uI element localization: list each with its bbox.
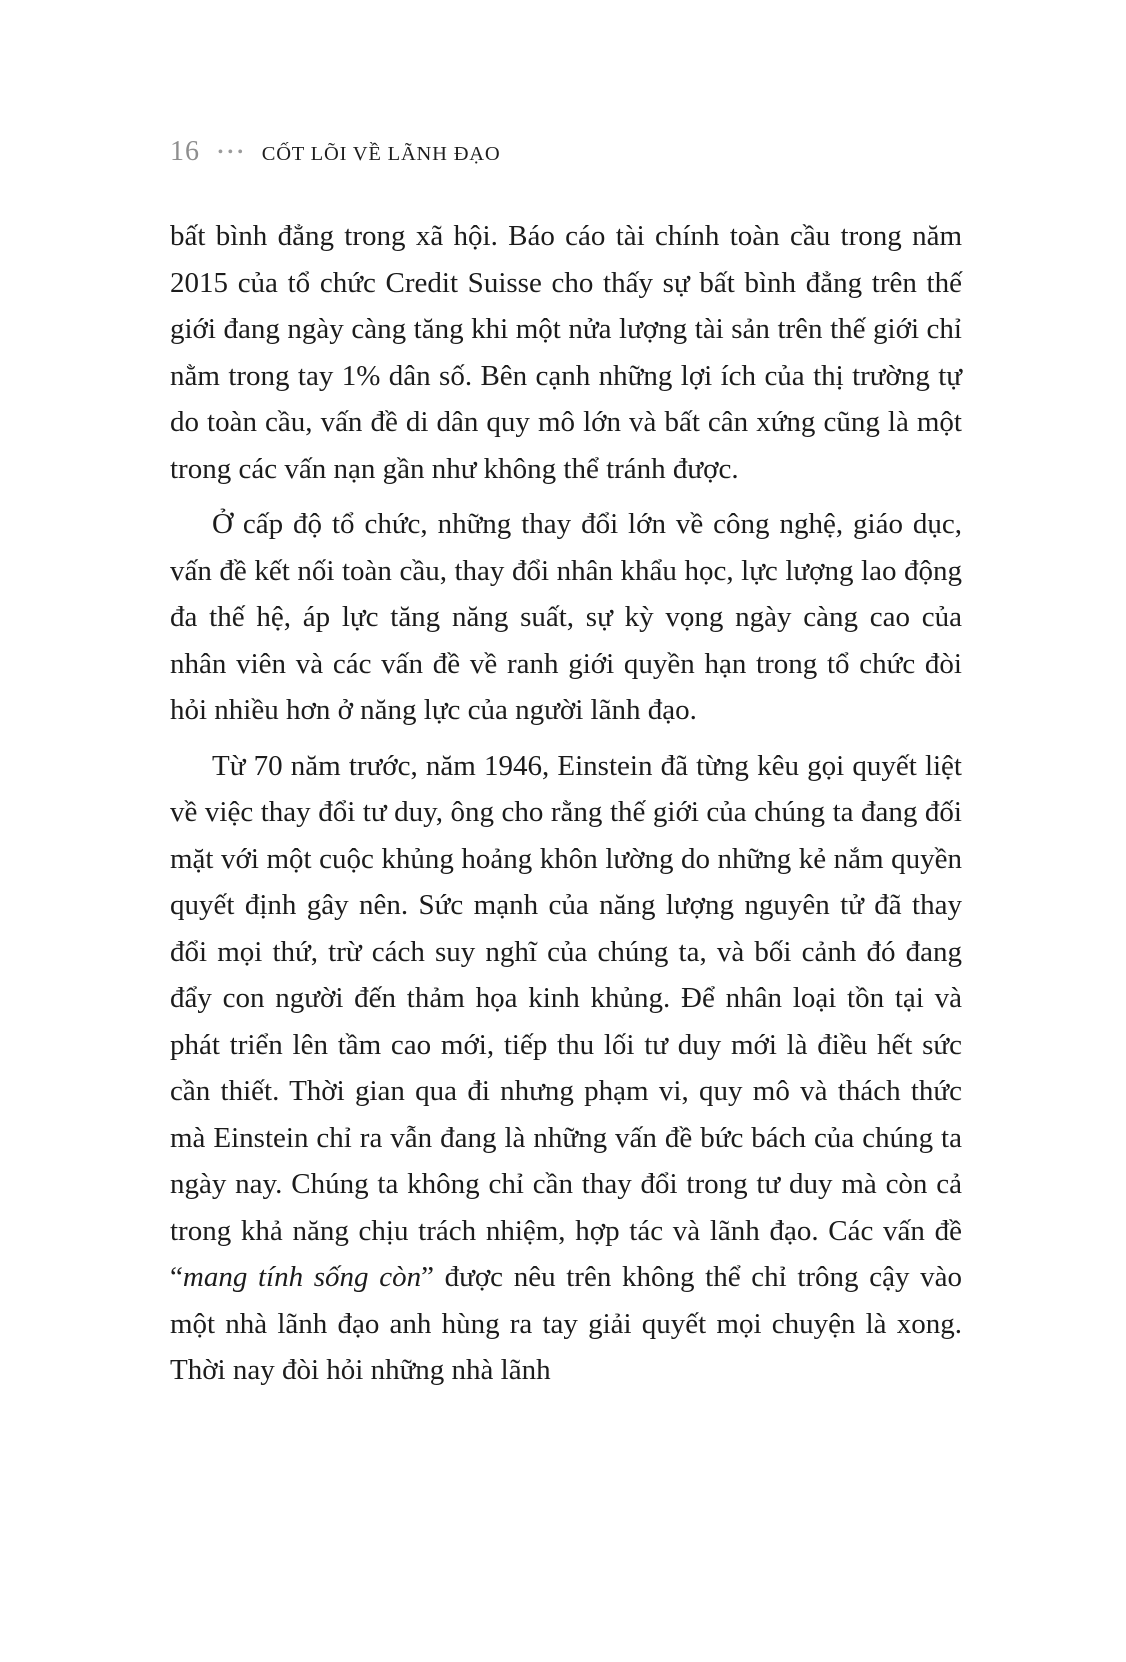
paragraph-3 <box>170 743 962 1394</box>
paragraph-3-text-before-italic: Từ 70 năm trước, năm 1946, Einstein đã từng kêu gọi quyết liệt về việc thay đổi tư duy, ông cho rằng thế giới của chúng ta đang đối mặt với một cuộc khủng hoảng khôn lường do những kẻ nắm quyền quyết định gây nên. Sức mạnh của năng lượng nguyên tử đã thay đổi mọi thứ, trừ cách suy nghĩ của chúng ta, và bối cảnh đó đang đẩy con người đến thảm họa kinh khủng. Để nhân loại tồn tại và phát triển lên tầm cao mới, tiếp thu lối tư duy mới là điều hết sức cần thiết. Thời gian qua đi nhưng phạm vi, quy mô và thách thức mà Einstein chỉ ra vẫn đang là những vấn đề bức bách của chúng ta ngày nay. Chúng ta không chỉ cần thay đổi trong tư duy mà còn cả trong khả năng chịu trách nhiệm, hợp tác và lãnh đạo. Các vấn đề “ <box>170 749 962 1293</box>
paragraph-1 <box>170 213 962 492</box>
running-title: CỐT LÕI VỀ LÃNH ĐẠO <box>261 143 501 165</box>
running-header <box>170 136 962 166</box>
page-number: 16 <box>170 136 200 167</box>
paragraph-1-text: bất bình đẳng trong xã hội. Báo cáo tài chính toàn cầu trong năm 2015 của tổ chức Credit Suisse cho thấy sự bất bình đẳng trên thế giới đang ngày càng tăng khi một nửa lượng tài sản trên thế giới chỉ nằm trong tay 1% dân số. Bên cạnh những lợi ích của thị trường tự do toàn cầu, vấn đề di dân quy mô lớn và bất cân xứng cũng là một trong các vấn nạn gần như không thể tránh được. <box>170 220 962 485</box>
paragraph-3-italic-phrase: mang tính sống còn <box>182 1261 422 1293</box>
page-body <box>170 213 962 1394</box>
paragraph-3-text-after-italic: ” được nêu trên không thể chỉ trông cậy vào một nhà lãnh đạo anh hùng ra tay giải quyết mọi chuyện là xong. Thời nay đòi hỏi những nhà lãnh <box>170 1261 962 1386</box>
text-block <box>170 0 962 1403</box>
paragraph-2-text: Ở cấp độ tổ chức, những thay đổi lớn về công nghệ, giáo dục, vấn đề kết nối toàn cầu, thay đổi nhân khẩu học, lực lượng lao động đa thế hệ, áp lực tăng năng suất, sự kỳ vọng ngày càng cao của nhân viên và các vấn đề về ranh giới quyền hạn trong tổ chức đòi hỏi nhiều hơn ở năng lực của người lãnh đạo. <box>170 508 962 726</box>
header-separator-dots-icon: ••• <box>218 145 248 160</box>
paragraph-2 <box>170 501 962 734</box>
